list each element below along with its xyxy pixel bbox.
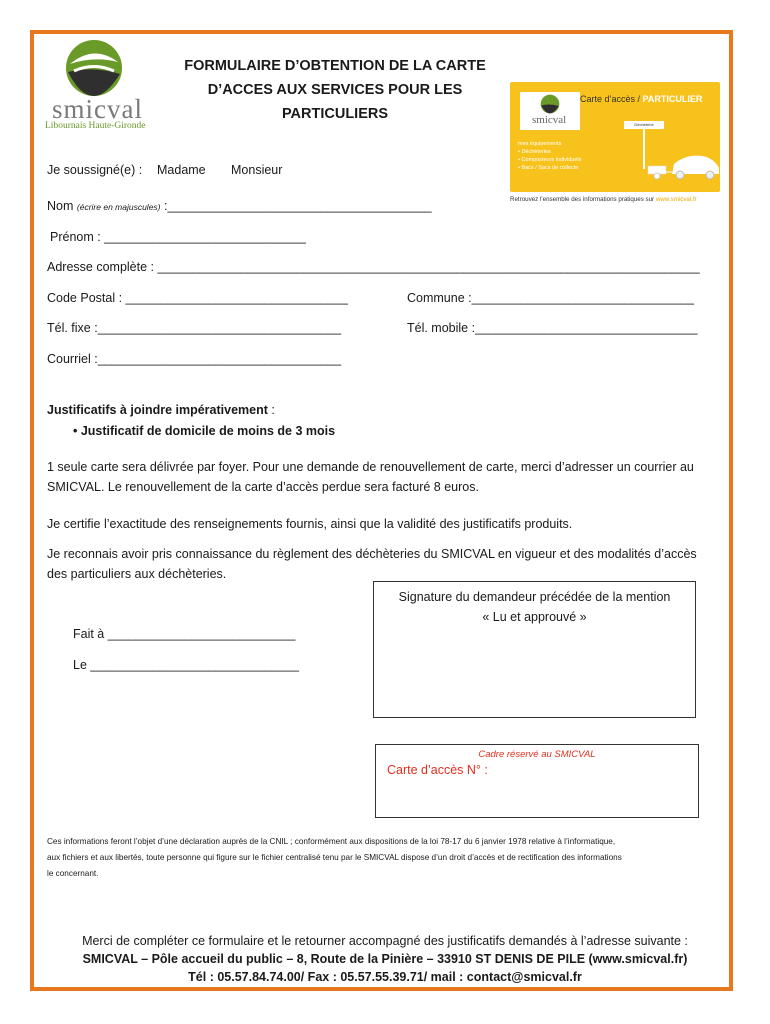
signature-instructions: [373, 587, 696, 627]
tel-mobile-field[interactable]: Tél. mobile :________________________________: [407, 321, 698, 335]
cnil-line: le concernant.: [47, 869, 99, 878]
form-title: [150, 54, 520, 126]
justificatif-item: • Justificatif de domicile de moins de 3 mois: [73, 424, 336, 438]
card-sign-post: [643, 129, 645, 169]
card-list-item: • Composteurs individuels: [518, 157, 582, 163]
footer-instruction: Merci de compléter ce formulaire et le retourner accompagné des justificatifs demandés à l’adresse suivante :: [82, 934, 688, 948]
card-logo-icon: [540, 94, 560, 114]
justificatifs-colon: :: [267, 403, 275, 417]
card-number-label: Carte d’accès N° :: [387, 763, 488, 777]
paragraph-line: des particuliers aux déchèteries.: [47, 567, 227, 581]
smicval-logo-icon: [64, 38, 124, 98]
car-trailer-illustration: [646, 146, 720, 182]
commune-field[interactable]: Commune :________________________________: [407, 291, 695, 305]
card-title: [580, 94, 702, 104]
justificatifs-heading-text: Justificatifs à joindre impérativement: [47, 403, 268, 417]
title-line-3: PARTICULIERS: [281, 106, 389, 122]
prenom-field[interactable]: Prénom : _____________________________: [50, 230, 306, 244]
paragraph-line: SMICVAL. Le renouvellement de la carte d’accès perdue sera facturé 8 euros.: [47, 480, 479, 494]
card-title-highlight: PARTICULIER: [642, 94, 703, 104]
title-line-1: FORMULAIRE D’OBTENTION DE LA CARTE: [184, 58, 486, 74]
code-postal-field[interactable]: Code Postal : ________________________________: [47, 291, 348, 305]
tel-fixe-field[interactable]: Tél. fixe :___________________________________: [47, 321, 342, 335]
option-monsieur[interactable]: Monsieur: [231, 163, 283, 177]
cnil-line: aux fichiers et aux libertés, toute personne qui figure sur le fichier centralisé tenu par le SMICVAL dispose d’un droit d’accès et de rectification des informations: [47, 853, 622, 862]
paragraph-line: Je reconnais avoir pris connaissance du règlement des déchèteries du SMICVAL en vigueur et des modalités d’accès: [47, 547, 697, 561]
paragraph-reglement: [47, 544, 727, 584]
card-list: [518, 140, 581, 172]
card-list-heading: mes équipements: [518, 141, 562, 147]
reserved-label: Cadre réservé au SMICVAL: [478, 749, 596, 760]
signature-mention-line-1: Signature du demandeur précédée de la mention: [398, 590, 671, 604]
card-footer: [510, 196, 725, 203]
soussigne-label: Je soussigné(e) :: [47, 163, 143, 177]
cnil-notice: [47, 834, 727, 882]
paragraph-carte: [47, 457, 727, 497]
cnil-line: Ces informations feront l’objet d’une déclaration auprès de la CNIL ; conformément aux dispositions de la loi 78-17 du 6 janvier 1978 relative à l’informatique,: [47, 837, 616, 846]
logo-name: smicval: [52, 94, 143, 124]
card-brand: smicval: [532, 114, 567, 126]
card-title-prefix: Carte d’accès /: [580, 94, 643, 104]
footer-address: SMICVAL – Pôle accueil du public – 8, Route de la Pinière – 33910 ST DENIS DE PILE (www.smicval.fr): [82, 952, 688, 966]
option-madame[interactable]: Madame: [157, 163, 206, 177]
card-footer-link: www.smicval.fr: [655, 196, 697, 203]
nom-field[interactable]: [47, 199, 432, 213]
nom-hint: (écrire en majuscules): [76, 202, 161, 212]
nom-line: :______________________________________: [160, 199, 432, 213]
logo-subtitle: Libournais Haute-Gironde: [45, 121, 146, 131]
paragraph-certifie: Je certifie l’exactitude des renseignements fournis, ainsi que la validité des justificatifs produits.: [47, 517, 573, 531]
adresse-field[interactable]: Adresse complète : ______________________________________________________________________________: [47, 260, 700, 274]
card-list-item: • Bacs / Sacs de collecte: [518, 165, 579, 171]
signature-mention-line-2: « Lu et approuvé »: [482, 610, 587, 624]
card-footer-text: Retrouvez l’ensemble des informations pratiques sur: [510, 196, 656, 203]
footer: [40, 932, 730, 986]
date-field[interactable]: Le ______________________________: [73, 658, 299, 672]
title-line-2: D’ACCES AUX SERVICES POUR LES: [207, 82, 463, 98]
access-card-image: [510, 82, 720, 192]
courriel-field[interactable]: Courriel :___________________________________: [47, 352, 342, 366]
card-sign: Déchèterie: [624, 121, 664, 129]
card-list-item: • Déchèteries: [518, 149, 551, 155]
footer-contact: Tél : 05.57.84.74.00/ Fax : 05.57.55.39.71/ mail : contact@smicval.fr: [188, 970, 582, 984]
justificatifs-heading: [47, 403, 275, 417]
card-logo-area: [520, 92, 580, 130]
nom-label: Nom: [47, 199, 74, 213]
fait-a-field[interactable]: Fait à ___________________________: [73, 627, 296, 641]
paragraph-line: 1 seule carte sera délivrée par foyer. Pour une demande de renouvellement de carte, merci d’adresser un courrier au: [47, 460, 694, 474]
